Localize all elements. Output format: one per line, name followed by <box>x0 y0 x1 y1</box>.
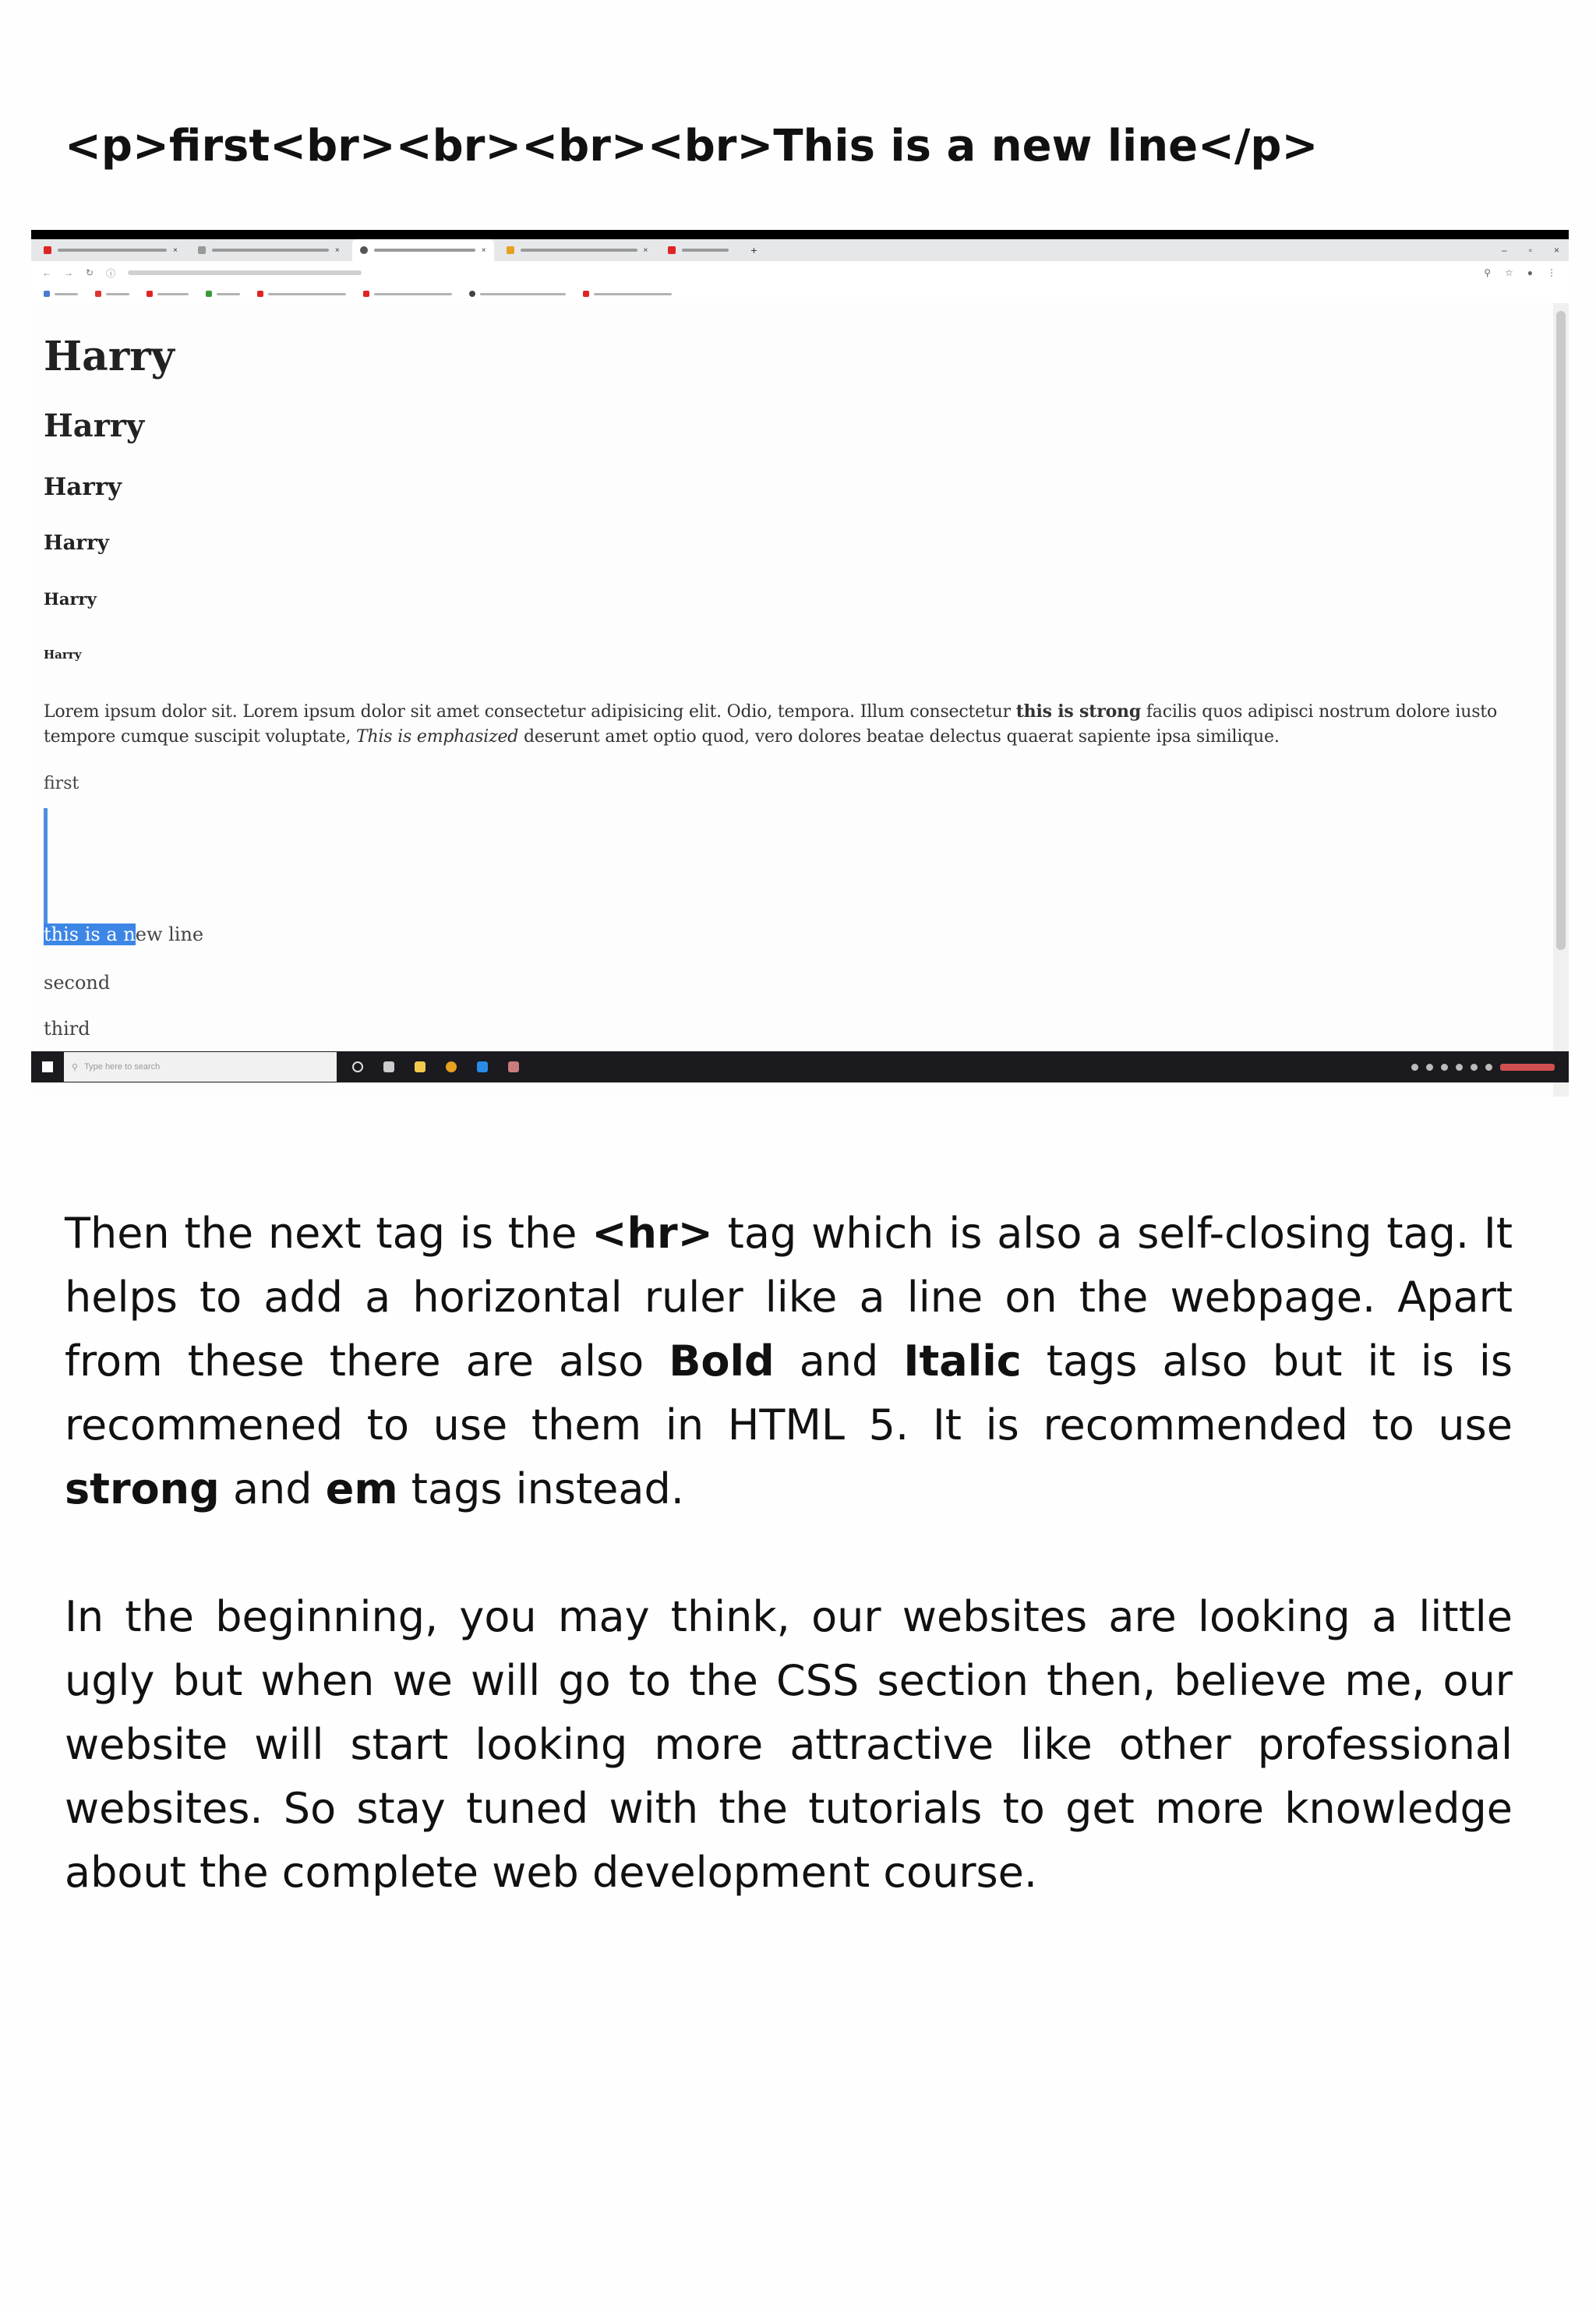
taskbar-search[interactable] <box>64 1052 337 1082</box>
paragraph-css-intro: In the beginning, you may think, our websites are looking a little ugly but when we will go to the CSS section then, believe me, our website will start looking more attractive like other professional websites. So stay tuned with the tutorials to get more knowledge about the complete web development course. <box>65 1592 1513 1897</box>
second-line: second <box>44 972 111 994</box>
lorem-text: Lorem ipsum dolor sit. Lorem ipsum dolor sit amet consectetur adipisicing elit. Odio, tempora. Illum consectetur <box>44 702 1016 722</box>
vscode-icon[interactable] <box>477 1061 488 1072</box>
heading-h1: Harry <box>44 333 175 380</box>
code-heading: <p>first<br><br><br><br>This is a new line</p> <box>65 121 1319 171</box>
strong-word: strong <box>65 1464 220 1513</box>
browser-screenshot <box>31 230 1569 1096</box>
bookmark[interactable] <box>363 291 452 297</box>
bookmark[interactable] <box>469 291 566 297</box>
bookmarks-bar <box>31 284 1569 303</box>
new-line-rest: ew line <box>135 923 204 945</box>
browser-tab[interactable] <box>36 241 185 260</box>
star-icon[interactable]: ☆ <box>1504 267 1513 278</box>
browser-tab-bar <box>31 239 1569 261</box>
reload-icon[interactable]: ↻ <box>86 267 94 278</box>
lorem-text: deserunt amet optio quod, vero dolores beatae delectus quaerat sapiente ipsa similique. <box>518 727 1280 747</box>
italic-word: Italic <box>903 1337 1022 1386</box>
heading-h6: Harry <box>44 648 82 662</box>
youtube-icon <box>668 246 676 254</box>
close-window-icon[interactable]: × <box>1553 245 1559 256</box>
paragraph-text: tags also but it is is recommened to use them in HTML 5. It is recommended to use <box>65 1337 1513 1450</box>
window-controls <box>1502 245 1559 256</box>
paragraph-text: and <box>219 1464 326 1513</box>
search-icon: ⚲ <box>72 1062 79 1072</box>
bookmark[interactable] <box>147 291 189 297</box>
paragraph-text: tag which is also a self-closing tag. It helps to add a horizontal ruler like a line on the webpage. Apart from these there are also <box>65 1209 1513 1386</box>
bookmark[interactable] <box>44 291 78 297</box>
cortana-icon[interactable] <box>352 1061 363 1072</box>
browser-tab-active[interactable] <box>352 239 494 261</box>
address-bar <box>31 261 1569 284</box>
chrome-icon[interactable] <box>446 1061 457 1072</box>
page-viewport <box>31 303 1553 1096</box>
emphasized-text: This is emphasized <box>356 727 519 747</box>
heading-h3: Harry <box>44 473 122 501</box>
heading-h4: Harry <box>44 531 109 555</box>
close-icon[interactable]: × <box>643 245 648 255</box>
task-view-icon[interactable] <box>383 1061 394 1072</box>
taskbar <box>31 1051 1569 1082</box>
back-icon[interactable]: ← <box>42 267 51 278</box>
new-line <box>44 923 203 945</box>
hr-tag-bold: <hr> <box>591 1209 713 1258</box>
youtube-icon <box>44 246 51 254</box>
app-icon[interactable] <box>508 1061 519 1072</box>
bookmark[interactable] <box>583 291 672 297</box>
file-explorer-icon[interactable] <box>415 1061 425 1072</box>
info-icon: ⓘ <box>106 267 116 279</box>
scrollbar[interactable] <box>1553 303 1569 1096</box>
line-break-selection <box>44 808 48 933</box>
browser-tab[interactable] <box>660 241 736 260</box>
page-icon <box>507 246 514 254</box>
browser-tab[interactable] <box>499 241 656 260</box>
bookmark[interactable] <box>95 291 129 297</box>
taskbar-search-placeholder: Type here to search <box>84 1062 161 1072</box>
heading-h2: Harry <box>44 408 145 444</box>
new-tab-icon[interactable]: + <box>750 244 757 256</box>
profile-icon[interactable]: ● <box>1527 267 1533 278</box>
heading-h5: Harry <box>44 589 97 609</box>
close-icon[interactable]: × <box>481 245 486 255</box>
lorem-text: facilis quos adipisci nostrum dolore iusto tempore cumque suscipit voluptate, <box>44 702 1497 747</box>
paragraph-text: and <box>774 1337 904 1386</box>
minimize-icon[interactable]: – <box>1502 245 1507 256</box>
scroll-thumb[interactable] <box>1556 311 1566 950</box>
first-line: first <box>44 774 79 793</box>
close-icon[interactable]: × <box>334 245 340 255</box>
third-line: third <box>44 1018 90 1040</box>
browser-tab[interactable] <box>190 241 348 260</box>
system-tray <box>1411 1064 1555 1071</box>
maximize-icon[interactable]: ▫ <box>1528 245 1532 256</box>
bookmark[interactable] <box>257 291 346 297</box>
paragraph-text: Then the next tag is the <box>65 1209 592 1258</box>
menu-icon[interactable]: ⋮ <box>1547 267 1556 278</box>
globe-icon <box>360 246 368 254</box>
forward-icon[interactable]: → <box>64 267 73 278</box>
bookmark[interactable] <box>206 291 240 297</box>
search-icon[interactable]: ⚲ <box>1484 267 1491 278</box>
strong-text: this is strong <box>1015 701 1142 722</box>
lorem-paragraph <box>44 699 1540 750</box>
selected-text: this is a n <box>44 923 136 945</box>
bold-word: Bold <box>669 1337 775 1386</box>
em-word: em <box>325 1464 398 1513</box>
paragraph-hr-tag <box>65 1202 1513 1521</box>
paragraph-text: tags instead. <box>397 1464 684 1513</box>
google-icon <box>198 246 206 254</box>
windows-start-icon[interactable] <box>42 1061 53 1072</box>
close-icon[interactable]: × <box>173 245 178 255</box>
url-field[interactable] <box>128 270 362 275</box>
